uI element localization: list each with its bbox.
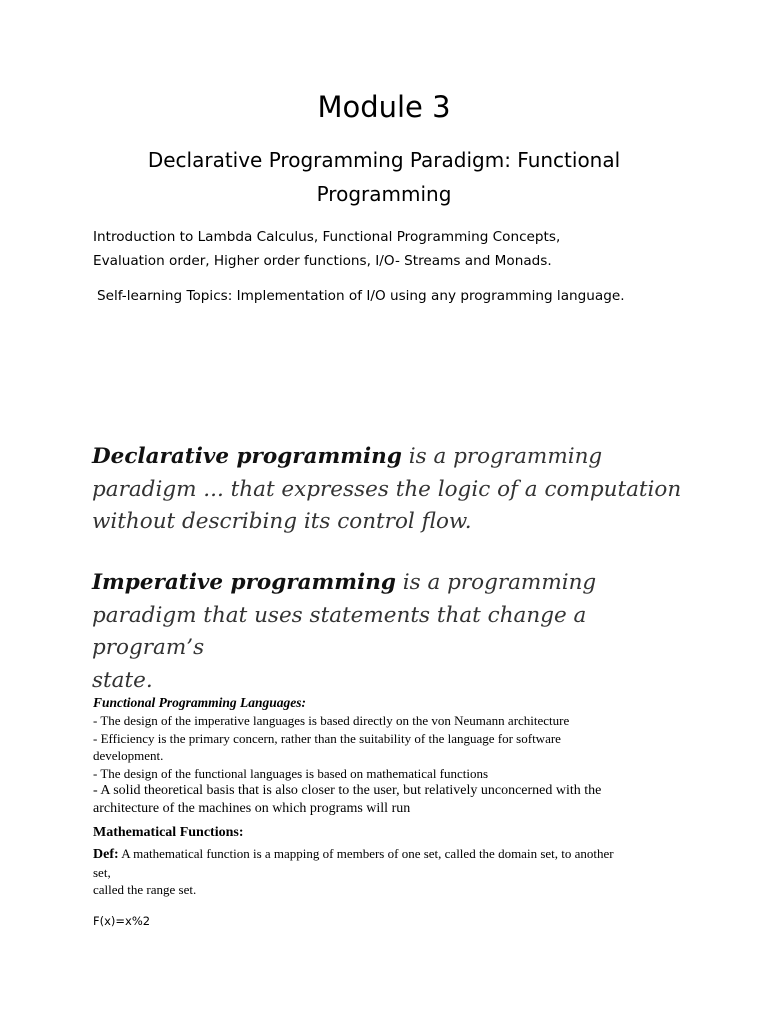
definition-line: state. [92,667,153,693]
definition-text: is a programming [395,570,597,595]
list-item: - Efficiency is the primary concern, rather than the suitability of the language for software [93,730,561,746]
fpl-list [93,712,673,818]
formula: F(x)=x%2 [93,914,151,928]
declarative-definition [92,441,692,539]
subtitle-line: Declarative Programming Paradigm: Functional [147,148,621,172]
list-item: development. [93,748,164,763]
math-functions-heading: Mathematical Functions: [93,825,244,840]
definition-line [92,567,692,600]
definition-line: without describing its control flow. [92,509,472,534]
imperative-term: Imperative programming [92,570,396,595]
definition-line [93,845,673,864]
self-learning-topics: Self-learning Topics: Implementation of I/O using any programming language. [97,288,625,304]
imperative-definition [92,567,692,697]
fpl-heading: Functional Programming Languages: [93,695,307,710]
definition-text: A mathematical function is a mapping of members of one set, called the domain set, to another [118,846,614,861]
definition-line: set, [93,864,111,880]
syllabus-line: Introduction to Lambda Calculus, Functional Programming Concepts, [93,229,561,245]
subtitle-line: Programming [316,182,452,206]
list-item: - The design of the imperative languages is based directly on the von Neumann architecture [93,713,570,728]
list-item: - The design of the functional languages is based on mathematical functions [93,765,489,781]
definition-line [92,441,692,474]
syllabus-intro [93,225,693,273]
math-function-definition [93,845,673,899]
list-item: architecture of the machines on which programs will run [93,801,411,816]
definition-line: paradigm ... that expresses the logic of a computation [92,476,682,502]
module-title: Module 3 [317,90,451,124]
declarative-term: Declarative programming [92,444,402,469]
syllabus-line: Evaluation order, Higher order functions, I/O- Streams and Monads. [93,253,552,269]
definition-text: is a programming [401,444,603,469]
list-item: - A solid theoretical basis that is also closer to the user, but relatively unconcerned with the [93,783,602,798]
definition-line: called the range set. [93,882,197,897]
definition-line: paradigm that uses statements that change a program’s [92,602,587,660]
module-subtitle [100,143,668,211]
def-label: Def: [93,847,119,862]
